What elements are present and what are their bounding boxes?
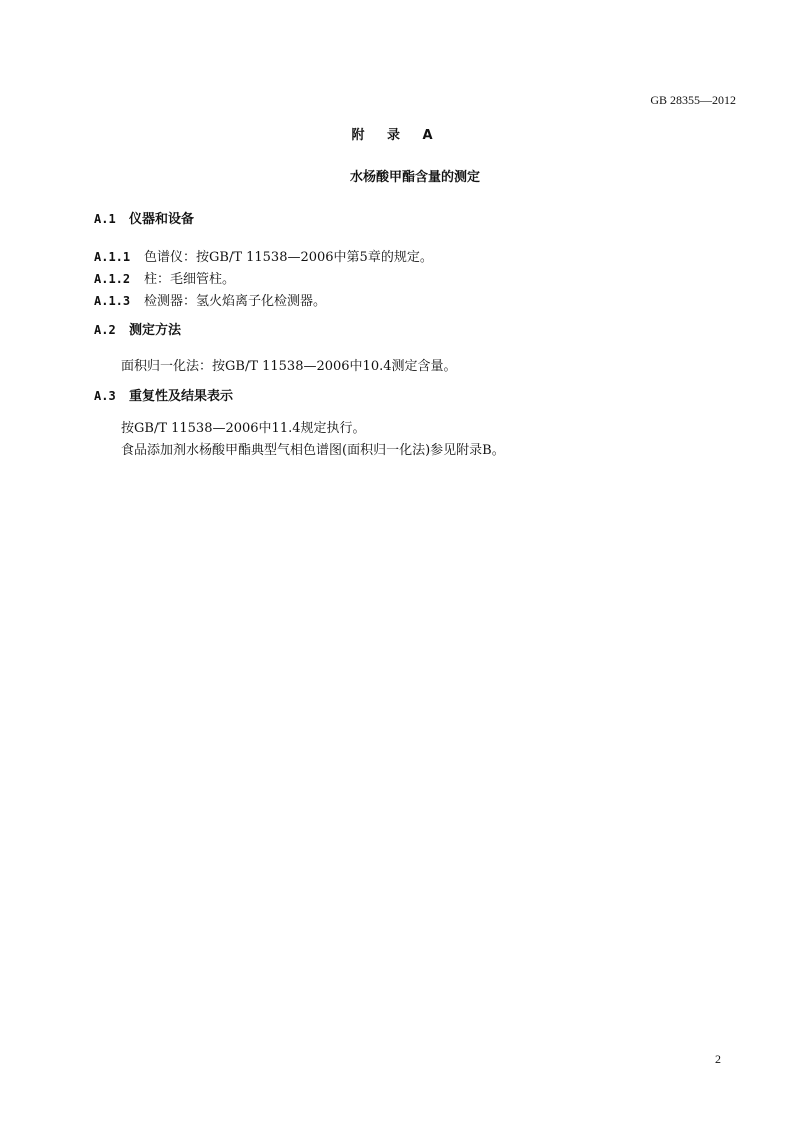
clause-text: 检测器：氢火焰离子化检测器。 — [144, 294, 327, 309]
clause-a1-3 — [94, 290, 326, 309]
section-a3-paragraph-1: 按GB/T 11538—2006中11.4规定执行。 — [121, 421, 366, 436]
page-number: 2 — [715, 1052, 721, 1066]
section-title: 重复性及结果表示 — [129, 389, 234, 404]
section-a3-heading — [94, 385, 233, 404]
section-number: A.1 — [94, 212, 116, 226]
clause-a1-2 — [94, 268, 235, 287]
section-a2-heading — [94, 319, 181, 338]
section-a2-paragraph: 面积归一化法：按GB/T 11538—2006中10.4测定含量。 — [121, 359, 457, 374]
section-a1-heading — [94, 208, 194, 227]
standard-number: GB 28355—2012 — [650, 93, 736, 107]
section-title: 仪器和设备 — [129, 212, 195, 227]
annex-title: 附 录 A — [351, 128, 442, 143]
clause-text: 色谱仪：按GB/T 11538—2006中第5章的规定。 — [144, 250, 433, 265]
clause-text: 柱：毛细管柱。 — [144, 272, 236, 287]
annex-subtitle: 水杨酸甲酯含量的测定 — [349, 170, 480, 185]
section-number: A.2 — [94, 323, 116, 337]
clause-number: A.1.2 — [94, 272, 131, 286]
clause-number: A.1.3 — [94, 294, 131, 308]
section-title: 测定方法 — [129, 323, 182, 338]
clause-a1-1 — [94, 246, 433, 265]
clause-number: A.1.1 — [94, 250, 131, 264]
section-number: A.3 — [94, 389, 116, 403]
section-a3-paragraph-2: 食品添加剂水杨酸甲酯典型气相色谱图(面积归一化法)参见附录B。 — [121, 443, 505, 458]
